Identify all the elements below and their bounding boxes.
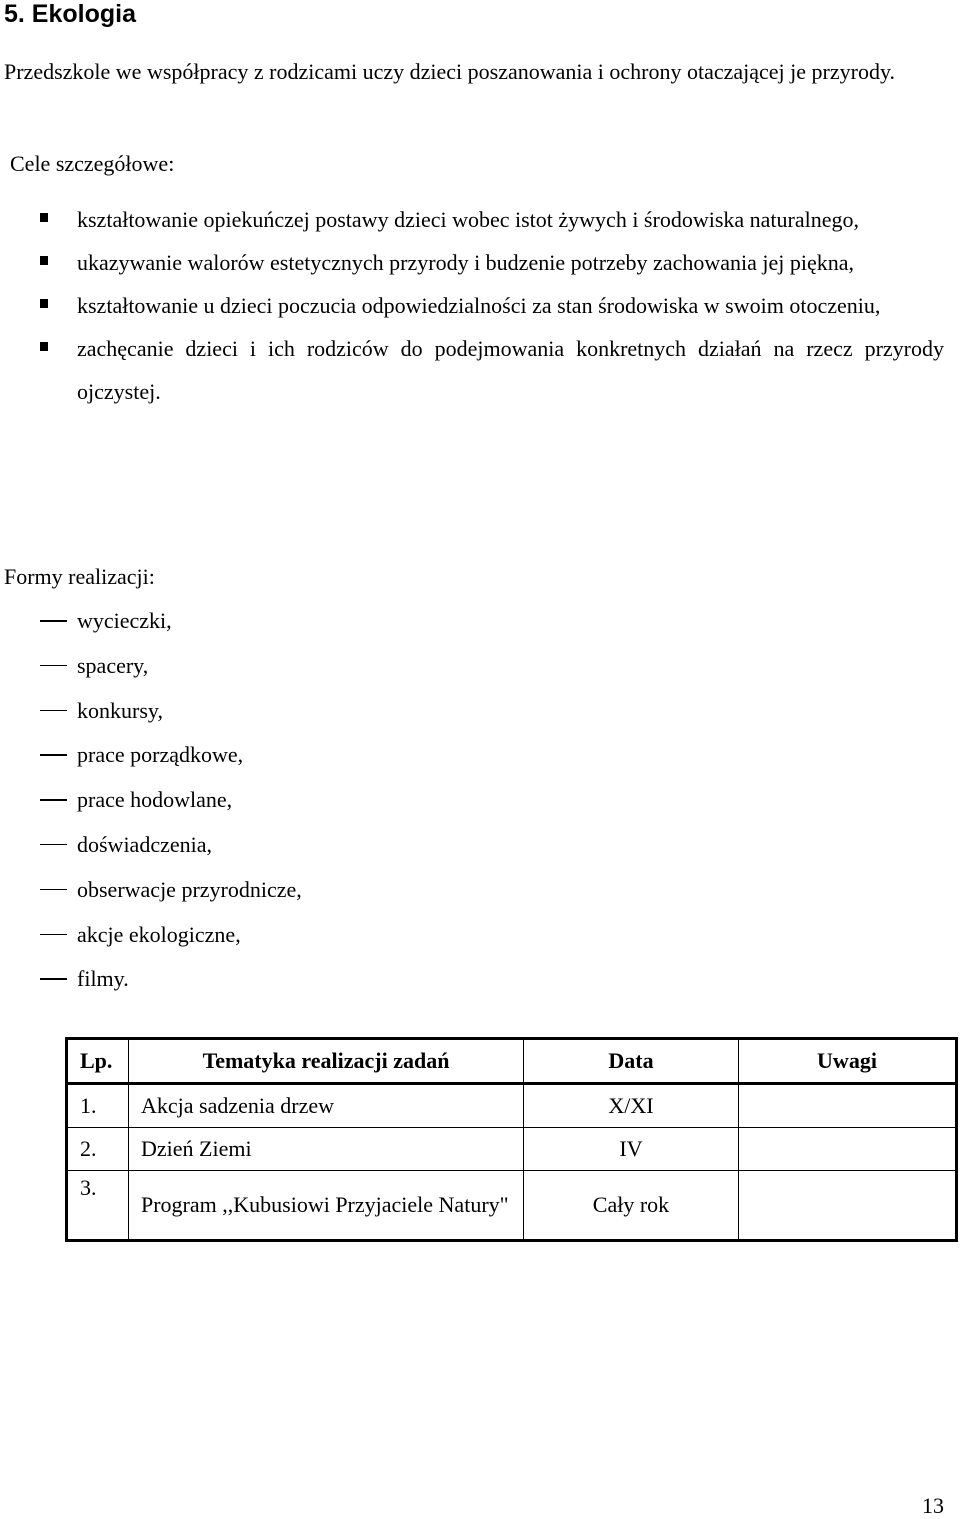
cell-date: X/XI xyxy=(524,1084,739,1128)
goal-text: kształtowanie opiekuńczej postawy dzieci wobec istot żywych i środowiska naturalnego, xyxy=(77,207,859,232)
form-item xyxy=(0,913,302,958)
cell-lp: 2. xyxy=(67,1128,129,1171)
page-number: 13 xyxy=(922,1493,944,1518)
section-heading: 5. Ekologia xyxy=(4,0,136,28)
form-text: akcje ekologiczne, xyxy=(77,921,241,947)
intro-paragraph: Przedszkole we współpracy z rodzicami uczy dzieci poszanowania i ochrony otaczającej je przyrody. xyxy=(4,59,896,84)
cell-notes xyxy=(739,1128,957,1171)
goal-text: zachęcanie dzieci i ich rodziców do podejmowania konkretnych działań na rzecz przyrody ojczystej. xyxy=(77,336,944,404)
goal-item xyxy=(0,327,944,413)
header-lp: Lp. xyxy=(67,1039,129,1084)
table-row xyxy=(67,1171,957,1241)
form-item xyxy=(0,957,302,1002)
form-text: spacery, xyxy=(77,652,149,678)
cell-topic: Akcja sadzenia drzew xyxy=(129,1084,524,1128)
dash-bullet-icon xyxy=(40,665,67,667)
form-item xyxy=(0,868,302,913)
header-notes: Uwagi xyxy=(739,1039,957,1084)
form-text: filmy. xyxy=(77,966,129,992)
dash-bullet-icon xyxy=(40,799,67,801)
goal-item xyxy=(0,198,944,241)
dash-bullet-icon xyxy=(40,934,67,936)
goal-item xyxy=(0,284,944,327)
cell-date: Cały rok xyxy=(524,1171,739,1241)
form-item xyxy=(0,778,302,823)
form-item xyxy=(0,599,302,644)
form-text: prace hodowlane, xyxy=(77,787,233,813)
dash-bullet-icon xyxy=(40,710,67,712)
cell-topic: Program ,,Kubusiowi Przyjaciele Natury" xyxy=(129,1171,524,1241)
form-text: wycieczki, xyxy=(77,608,172,633)
form-item xyxy=(0,689,302,734)
square-bullet-icon xyxy=(40,299,48,308)
form-item xyxy=(0,733,302,778)
goal-item xyxy=(0,241,944,284)
square-bullet-icon xyxy=(40,342,48,351)
goal-text: kształtowanie u dzieci poczucia odpowiedzialności za stan środowiska w swoim otoczeniu, xyxy=(77,293,881,318)
dash-bullet-icon xyxy=(40,844,67,846)
header-topic: Tematyka realizacji zadań xyxy=(129,1039,524,1084)
dash-bullet-icon xyxy=(40,754,67,756)
form-item xyxy=(0,823,302,868)
goals-list xyxy=(0,198,944,413)
goal-text: ukazywanie walorów estetycznych przyrody i budzenie potrzeby zachowania jej piękna, xyxy=(77,250,855,275)
dash-bullet-icon xyxy=(40,978,67,980)
form-text: prace porządkowe, xyxy=(77,742,244,768)
cell-topic: Dzień Ziemi xyxy=(129,1128,524,1171)
forms-list xyxy=(0,599,302,1002)
cell-lp: 3. xyxy=(67,1171,129,1241)
cell-date: IV xyxy=(524,1128,739,1171)
cell-lp: 1. xyxy=(67,1084,129,1128)
form-item xyxy=(0,644,302,689)
table-row xyxy=(67,1128,957,1171)
cell-notes xyxy=(739,1171,957,1241)
goals-label: Cele szczegółowe: xyxy=(10,151,175,176)
square-bullet-icon xyxy=(40,213,48,222)
tasks-table xyxy=(65,1037,958,1242)
form-text: doświadczenia, xyxy=(77,831,212,857)
dash-bullet-icon xyxy=(40,889,67,891)
forms-label: Formy realizacji: xyxy=(4,564,155,589)
square-bullet-icon xyxy=(40,256,48,265)
header-date: Data xyxy=(524,1039,739,1084)
dash-bullet-icon xyxy=(40,620,67,622)
table-row xyxy=(67,1084,957,1128)
cell-notes xyxy=(739,1084,957,1128)
table-header-row xyxy=(67,1039,957,1084)
form-text: konkursy, xyxy=(77,697,163,723)
form-text: obserwacje przyrodnicze, xyxy=(77,876,302,902)
